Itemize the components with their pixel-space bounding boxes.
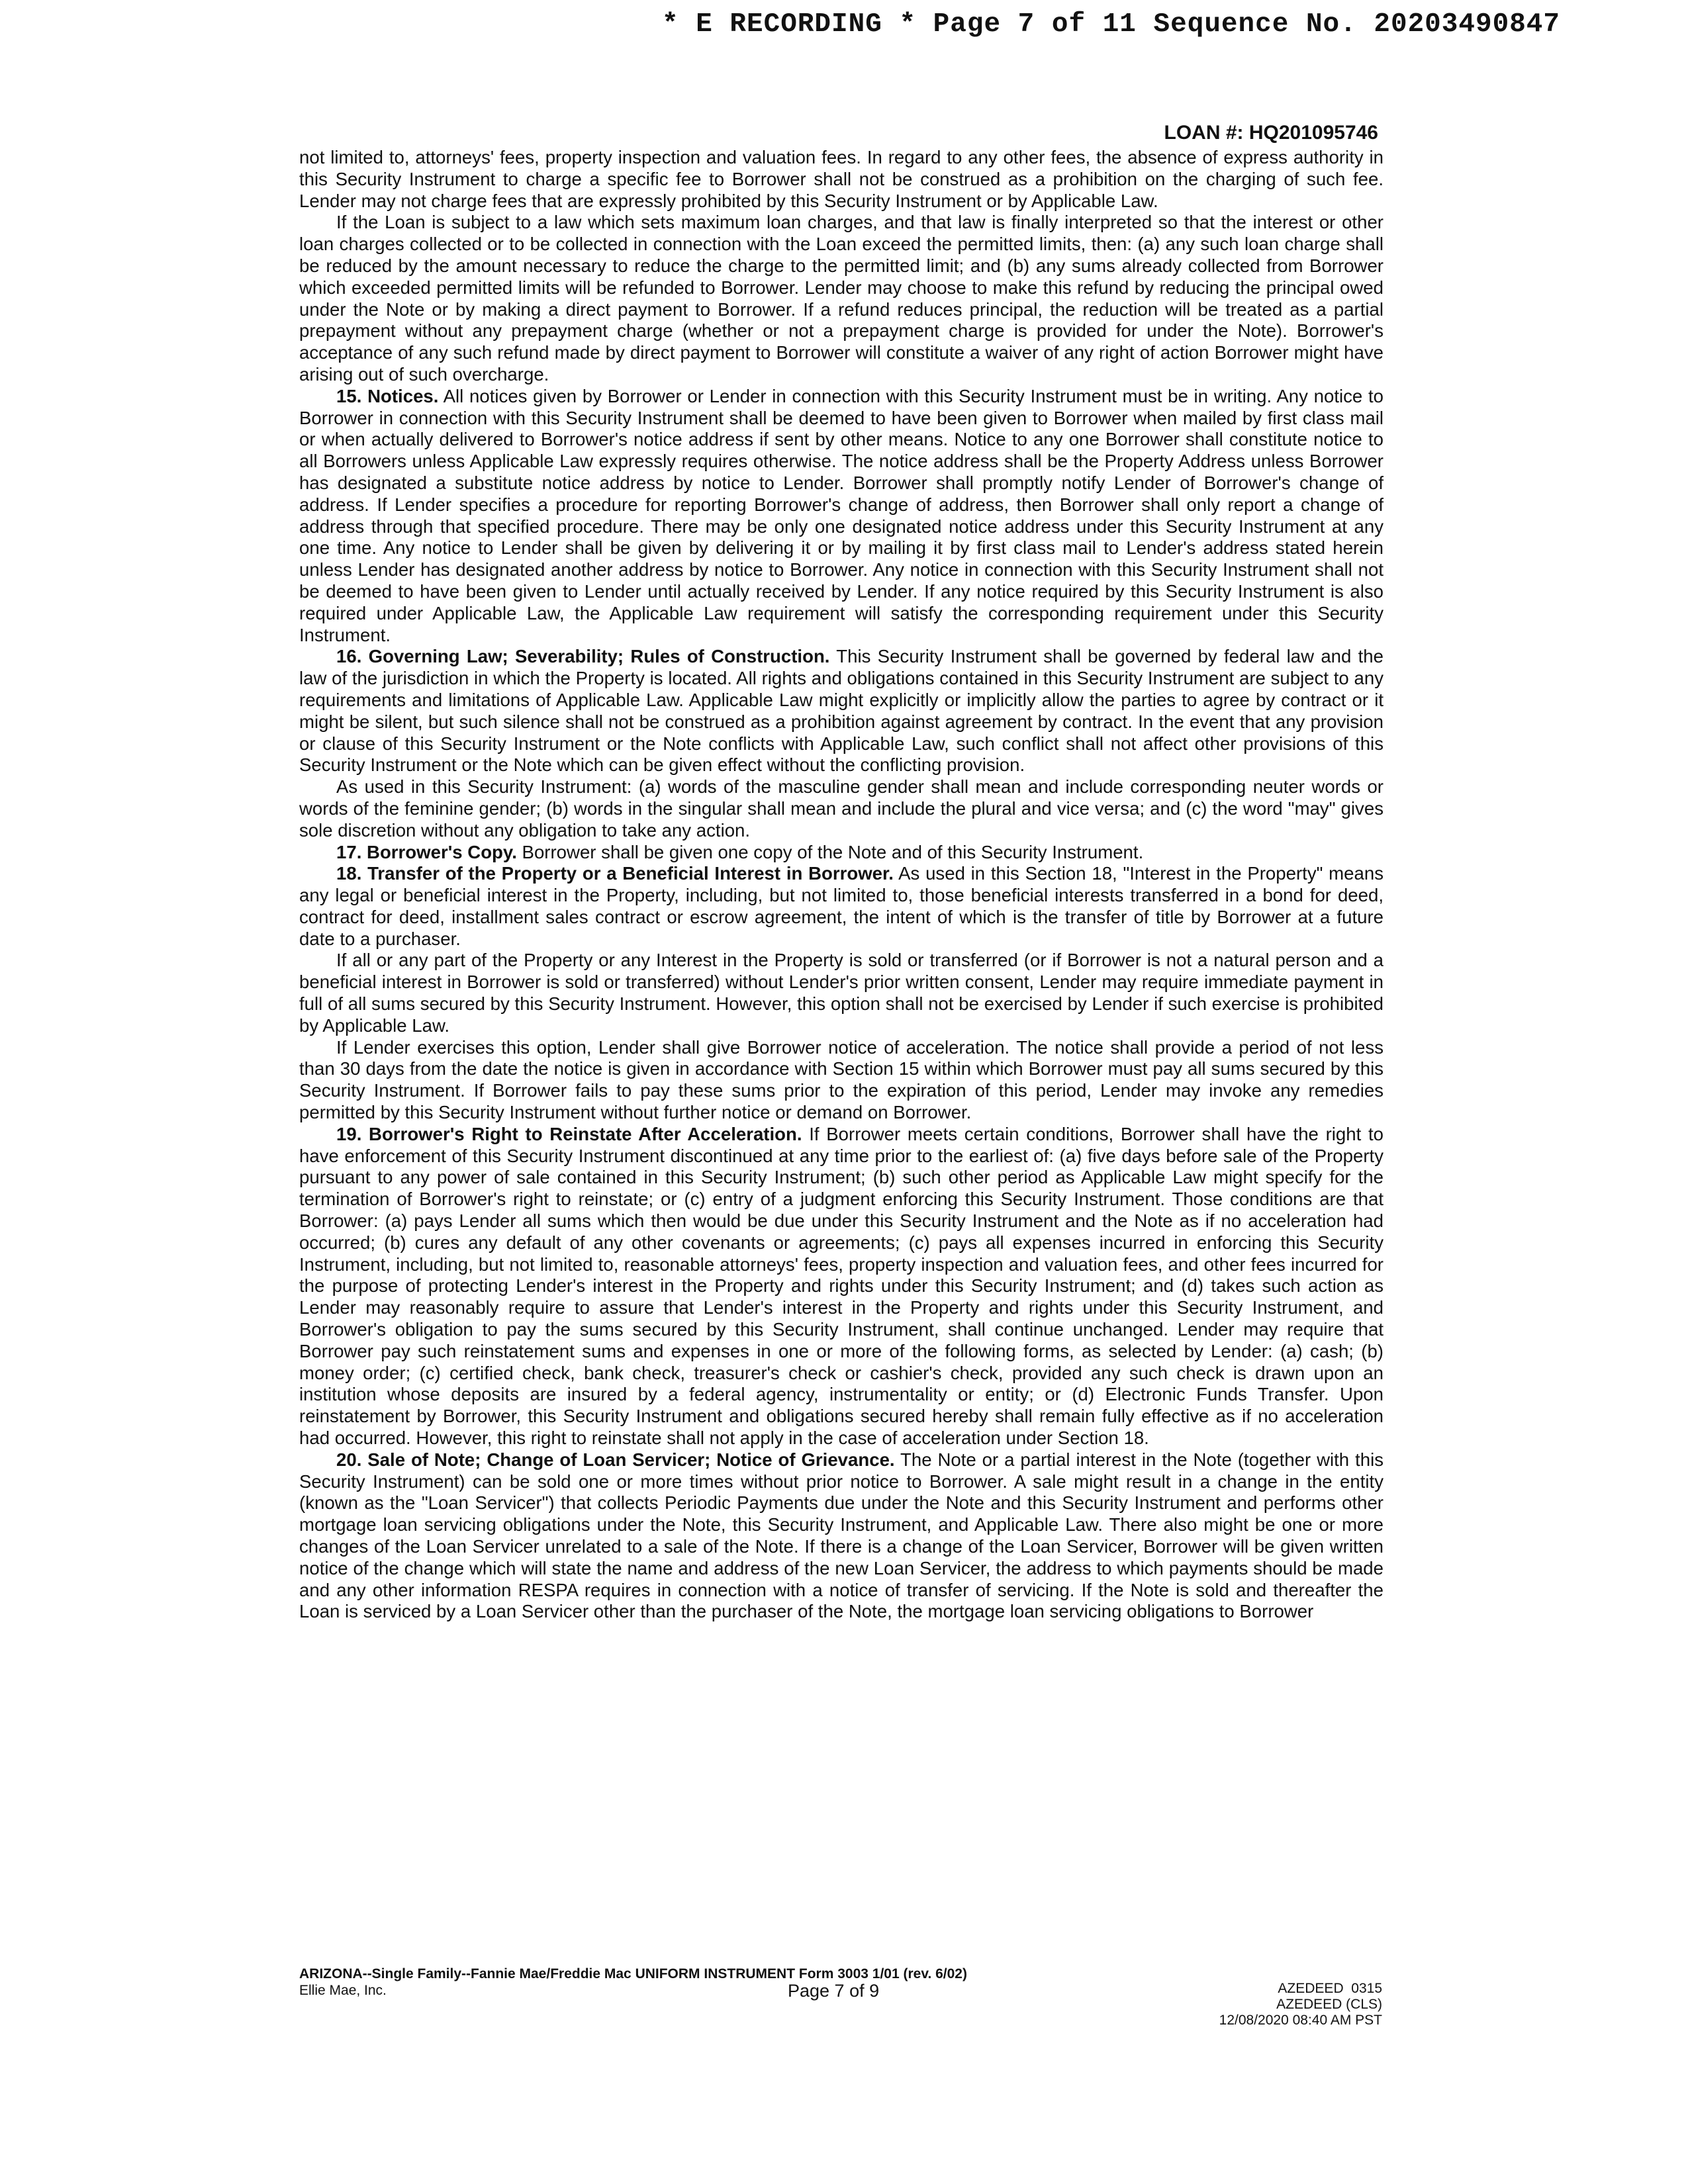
section-heading: 20. Sale of Note; Change of Loan Servicer; Notice of Grievance. bbox=[336, 1449, 895, 1470]
section-19 bbox=[299, 1124, 1383, 1449]
section-heading: 18. Transfer of the Property or a Beneficial Interest in Borrower. bbox=[336, 863, 894, 884]
page-number: Page 7 of 9 bbox=[788, 1981, 880, 2001]
paragraph-text: This Security Instrument shall be governed by federal law and the law of the jurisdiction in which the Property is located. All rights and obligations contained in this Security Instrument are subject to any requirements and limitations of Applicable Law. Applicable Law might explicitly or implicitly allow the parties to agree by contract or it might be silent, but such silence shall not be construed as a prohibition against agreement by contract. In the event that any provision or clause of this Security Instrument or the Note conflicts with Applicable Law, such conflict shall not affect other provisions of this Security Instrument or the Note which can be given effect without the conflicting provision. bbox=[299, 646, 1383, 776]
section-heading: 17. Borrower's Copy. bbox=[336, 841, 517, 862]
paragraph-text: not limited to, attorneys' fees, property inspection and valuation fees. In regard to any other fees, the absence of express authority in this Security Instrument to charge a specific fee to Borrower shall not be construed as a prohibition on the charging of such fee. Lender may not charge fees that are expressly prohibited by this Security Instrument or by Applicable Law. bbox=[299, 147, 1383, 211]
footer-right bbox=[1219, 1981, 1382, 2028]
section-18 bbox=[299, 863, 1383, 950]
paragraph-text: As used in this Section 18, "Interest in the Property" means any legal or beneficial interest in the Property, including, but not limited to, those beneficial interests transferred in a bond for deed, contract for deed, installment sales contract or escrow agreement, the intent of which is the transfer of title by Borrower at a future date to a purchaser. bbox=[299, 863, 1383, 949]
document-body bbox=[299, 147, 1383, 1623]
paragraph-text: Borrower shall be given one copy of the Note and of this Security Instrument. bbox=[522, 841, 1144, 862]
form-code-cls: AZEDEED (CLS) bbox=[1276, 1997, 1382, 2012]
print-timestamp: 12/08/2020 08:40 AM PST bbox=[1219, 2013, 1382, 2028]
section-heading: 19. Borrower's Right to Reinstate After Acceleration. bbox=[336, 1123, 802, 1144]
section-17 bbox=[299, 842, 1383, 864]
section-heading: 15. Notices. bbox=[336, 385, 439, 406]
paragraph-text: If Borrower meets certain conditions, Borrower shall have the right to have enforcement of this Security Instrument discontinued at any time prior to the earliest of: (a) five days before sale of the Property pursuant to any power of sale contained in this Security Instrument; (b) such other period as Applicable Law might specify for the termination of Borrower's right to reinstate; or (c) entry of a judgment enforcing this Security Instrument. Those conditions are that Borrower: (a) pays Lender all sums which then would be due under this Security Instrument and the Note as if no acceleration had occurred; (b) cures any default of any other covenants or agreements; (c) pays all expenses incurred in enforcing this Security Instrument, including, but not limited to, reasonable attorneys' fees, property inspection and valuation fees, and other fees incurred for the purpose of protecting Lender's interest in the Property and rights under this Security Instrument; and (d) takes such action as Lender may reasonably require to assure that Lender's interest in the Property and rights under this Security Instrument, and Borrower's obligation to pay the sums secured by this Security Instrument, shall continue unchanged. Lender may require that Borrower pay such reinstatement sums and expenses in one or more of the following forms, as selected by Lender: (a) cash; (b) money order; (c) certified check, bank check, treasurer's check or cashier's check, provided any such check is drawn upon an institution whose deposits are insured by a federal agency, instrumentality or entity; or (d) Electronic Funds Transfer. Upon reinstatement by Borrower, this Security Instrument and obligations secured hereby shall remain fully effective as if no acceleration had occurred. However, this right to reinstate shall not apply in the case of acceleration under Section 18. bbox=[299, 1123, 1383, 1449]
section-heading: 16. Governing Law; Severability; Rules of Construction. bbox=[336, 646, 830, 667]
paragraph bbox=[299, 776, 1383, 841]
paragraph-text: All notices given by Borrower or Lender in connection with this Security Instrument must be in writing. Any notice to Borrower in connection with this Security Instrument shall be deemed to have been given to Borrower when mailed by first class mail or when actually delivered to Borrower's notice address if sent by other means. Notice to any one Borrower shall constitute notice to all Borrowers unless Applicable Law expressly requires otherwise. The notice address shall be the Property Address unless Borrower has designated a substitute notice address by notice to Lender. Borrower shall promptly notify Lender of Borrower's change of address. If Lender specifies a procedure for reporting Borrower's change of address, then Borrower shall only report a change of address through that specified procedure. There may be only one designated notice address under this Security Instrument at any one time. Any notice to Lender shall be given by delivering it or by mailing it by first class mail to Lender's address stated herein unless Lender has designated another address by notice to Borrower. Any notice in connection with this Security Instrument shall not be deemed to have been given to Lender until actually received by Lender. If any notice required by this Security Instrument is also required under Applicable Law, the Applicable Law requirement will satisfy the corresponding requirement under this Security Instrument. bbox=[299, 385, 1383, 645]
company-name: Ellie Mae, Inc. bbox=[299, 1983, 387, 1998]
paragraph-text: If all or any part of the Property or any Interest in the Property is sold or transferred (or if Borrower is not a natural person and a beneficial interest in Borrower is sold or transferred) without Lender's prior written consent, Lender may require immediate payment in full of all sums secured by this Security Instrument. However, this option shall not be exercised by Lender if such exercise is prohibited by Applicable Law. bbox=[299, 950, 1383, 1036]
paragraph-text: If the Loan is subject to a law which sets maximum loan charges, and that law is finally interpreted so that the interest or other loan charges collected or to be collected in connection with the Loan exceed the permitted limits, then: (a) any such loan charge shall be reduced by the amount necessary to reduce the charge to the permitted limit; and (b) any sums already collected from Borrower which exceeded permitted limits will be refunded to Borrower. Lender may choose to make this refund by reducing the principal owed under the Note or by making a direct payment to Borrower. If a refund reduces principal, the reduction will be treated as a partial prepayment without any prepayment charge (whether or not a prepayment charge is provided for under the Note). Borrower's acceptance of any such refund made by direct payment to Borrower will constitute a waiver of any right of action Borrower might have arising out of such overcharge. bbox=[299, 212, 1383, 385]
paragraph bbox=[299, 950, 1383, 1036]
paragraph-text: If Lender exercises this option, Lender shall give Borrower notice of acceleration. The notice shall provide a period of not less than 30 days from the date the notice is given in accordance with Section 15 within which Borrower must pay all sums secured by this Security Instrument. If Borrower fails to pay these sums prior to the expiration of this period, Lender may invoke any remedies permitted by this Security Instrument without further notice or demand on Borrower. bbox=[299, 1036, 1383, 1123]
paragraph-text: As used in this Security Instrument: (a) words of the masculine gender shall mean and include corresponding neuter words or words of the feminine gender; (b) words in the singular shall mean and include the plural and vice versa; and (c) the word "may" gives sole discretion without any obligation to take any action. bbox=[299, 776, 1383, 841]
paragraph bbox=[299, 147, 1383, 212]
recording-header: * E RECORDING * Page 7 of 11 Sequence No. 20203490847 bbox=[662, 9, 1561, 40]
paragraph-text: The Note or a partial interest in the Note (together with this Security Instrument) can be sold one or more times without prior notice to Borrower. A sale might result in a change in the entity (known as the "Loan Servicer") that collects Periodic Payments due under the Note and this Security Instrument and performs other mortgage loan servicing obligations under the Note, this Security Instrument, and Applicable Law. There also might be one or more changes of the Loan Servicer unrelated to a sale of the Note. If there is a change of the Loan Servicer, Borrower will be given written notice of the change which will state the name and address of the new Loan Servicer, the address to which payments should be made and any other information RESPA requires in connection with a notice of transfer of servicing. If the Note is sold and thereafter the Loan is serviced by a Loan Servicer other than the purchaser of the Note, the mortgage loan servicing obligations to Borrower bbox=[299, 1449, 1384, 1622]
paragraph bbox=[299, 212, 1383, 385]
form-code: AZEDEED 0315 bbox=[1278, 1981, 1382, 1996]
form-title: ARIZONA--Single Family--Fannie Mae/Freddie Mac UNIFORM INSTRUMENT Form 3003 1/01 (rev. 6/02) bbox=[299, 1966, 967, 1981]
section-15 bbox=[299, 386, 1383, 647]
section-16 bbox=[299, 646, 1383, 776]
paragraph bbox=[299, 1037, 1383, 1124]
loan-number: LOAN #: HQ201095746 bbox=[1164, 122, 1378, 144]
section-20 bbox=[299, 1449, 1383, 1623]
